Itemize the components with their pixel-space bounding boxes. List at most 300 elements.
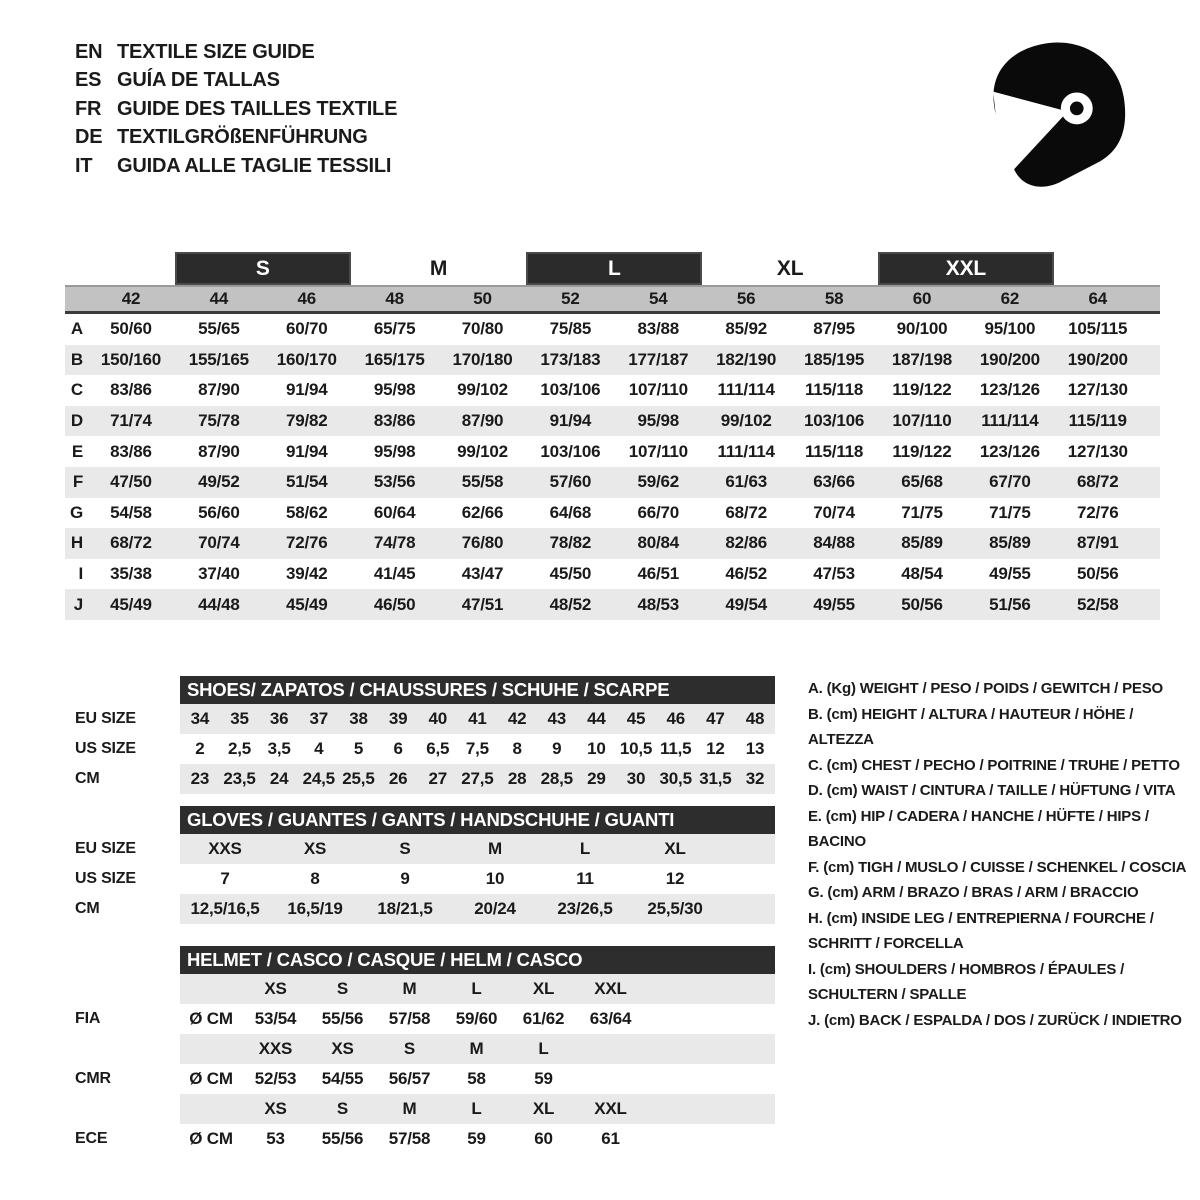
value-cell: 48 [745,709,765,728]
value-cell: 6,5 [426,739,450,758]
value-cell: 61 [601,1129,620,1148]
size-cell: XS [264,979,287,998]
language-row [75,152,397,181]
value-cell: 41 [468,709,487,728]
size-value: 68/72 [1076,472,1119,492]
size-value: 87/90 [461,411,504,431]
language-title-list [75,38,397,181]
value-cell: M [488,839,502,858]
size-value: 95/100 [984,319,1036,339]
size-value: 50/60 [110,319,152,339]
size-group-xxl: XXL [878,252,1054,285]
size-value: 111/114 [717,380,775,400]
section-row [65,704,775,734]
size-value: 51/54 [285,472,328,492]
row-values [180,764,775,794]
value-cell: 5 [353,739,364,758]
size-value: 115/118 [804,441,864,461]
legend-item: D. (cm) WAIST / CINTURA / TAILLE / HÜFTUNG / VITA [808,782,1176,799]
value-cell: 37 [309,709,329,728]
size-value: 177/187 [628,349,689,369]
size-value: 127/130 [1067,380,1128,400]
size-value: 99/102 [457,380,508,400]
row-label: CM [75,900,100,917]
row-values [180,974,775,1004]
size-value: 45/50 [549,564,592,584]
size-value: 64/68 [549,502,592,522]
row-label: EU SIZE [75,710,136,727]
size-number: 64 [1088,289,1107,308]
size-value: 61/63 [725,472,767,492]
value-cell: 40 [428,709,448,728]
size-value: 55/58 [461,472,504,492]
size-value: 75/85 [549,319,592,339]
value-cell: 23,5 [223,769,256,788]
legend-item: I. (cm) SHOULDERS / HOMBROS / ÉPAULES / SCHULTERN / SPALLE [808,960,1125,1003]
size-value: 65/75 [373,319,416,339]
value-cell: 42 [507,709,527,728]
value-cell: 13 [745,739,765,758]
size-value: 45/49 [285,594,328,614]
value-cell: 35 [230,709,249,728]
size-value: 47/51 [461,594,504,614]
size-value: 74/78 [373,533,416,553]
legend-item: A. (Kg) WEIGHT / PESO / POIDS / GEWITCH / PESO [808,680,1163,697]
size-value: 70/74 [813,502,855,522]
size-cell: S [336,1099,349,1118]
size-value: 103/106 [804,411,865,431]
size-value: 103/106 [540,441,601,461]
shoes-section [65,676,775,794]
size-value: 67/70 [989,472,1031,492]
size-value: 75/78 [198,411,240,431]
value-cell: 55/56 [321,1009,364,1028]
value-cell: 23/26,5 [557,899,613,918]
value-cell: 30,5 [659,769,692,788]
size-value: 71/75 [989,502,1031,522]
value-cell: 36 [269,709,289,728]
size-value: 105/115 [1068,319,1128,339]
size-value: 41/45 [373,564,416,584]
row-values [180,834,775,864]
value-cell: 57/58 [388,1009,431,1028]
unit-cell: Ø CM [189,1009,233,1028]
value-cell: 12 [665,869,685,888]
language-title: GUÍA DE TALLAS [117,69,280,92]
value-cell: 32 [745,769,765,788]
size-value: 78/82 [549,533,592,553]
value-cell: 10 [587,739,606,758]
helmet-sizes-row [65,974,775,1004]
size-cell: S [336,979,349,998]
size-value: 72/76 [1076,502,1119,522]
value-cell: 8 [512,739,522,758]
value-cell: 28,5 [540,769,573,788]
size-cell: XS [331,1039,354,1058]
value-cell: 8 [310,869,320,888]
value-cell: 53 [266,1129,285,1148]
value-cell: 6 [393,739,403,758]
language-title: GUIDA ALLE TAGLIE TESSILI [117,154,392,177]
row-label: H [70,533,83,553]
value-cell: 26 [388,769,408,788]
unit-cell: Ø CM [189,1129,233,1148]
size-value: 119/122 [892,441,952,461]
size-value: 87/90 [198,380,240,400]
value-cell: 59/60 [455,1009,498,1028]
size-value: 56/60 [198,502,240,522]
section-row [65,834,775,864]
size-value: 60/70 [285,319,328,339]
row-label: EU SIZE [75,840,136,857]
row-values [180,1064,775,1094]
row-label: CM [75,770,100,787]
apparel-rows [65,314,1160,620]
size-value: 71/74 [110,411,152,431]
size-value: 83/88 [637,319,680,339]
size-value: 185/195 [804,349,865,369]
value-cell: 44 [587,709,606,728]
size-value: 59/62 [637,472,680,492]
value-cell: 31,5 [699,769,732,788]
size-value: 119/122 [892,380,952,400]
size-value: 49/55 [813,594,855,614]
value-cell: 2 [195,739,205,758]
size-value: 111/114 [981,411,1039,431]
size-number: 44 [209,289,229,308]
size-value: 46/51 [637,564,680,584]
size-value: 170/180 [452,349,513,369]
size-value: 91/94 [549,411,592,431]
row-label: US SIZE [75,870,136,887]
size-value: 107/110 [892,411,952,431]
size-cell: S [403,1039,416,1058]
legend-item: C. (cm) CHEST / PECHO / POITRINE / TRUHE / PETTO [808,756,1180,774]
size-group-l: L [526,252,702,285]
value-cell: 34 [190,709,210,728]
row-label [65,1034,180,1064]
row-label: G [69,502,83,522]
value-cell: 7,5 [465,739,489,758]
language-code: ES [75,69,102,92]
value-cell: 60 [534,1129,553,1148]
size-value: 82/86 [725,533,767,553]
shoes-section-title: SHOES/ ZAPATOS / CHAUSSURES / SCHUHE / SCARPE [180,676,775,704]
size-number: 50 [473,289,492,308]
size-value: 51/56 [989,594,1031,614]
value-cell: 25,5 [342,769,375,788]
row-label: CMR [75,1070,111,1087]
size-value: 79/82 [285,411,328,431]
value-cell: XL [664,839,686,858]
size-value: 35/38 [110,564,152,584]
size-value: 47/50 [110,472,152,492]
size-value: 63/66 [813,472,855,492]
size-number: 62 [1000,289,1020,308]
size-value: 83/86 [110,441,152,461]
size-number: 60 [912,289,932,308]
value-cell: 3,5 [267,739,291,758]
size-value: 150/160 [100,349,161,369]
value-cell: 10 [485,869,505,888]
row-label: C [70,380,83,400]
size-number-band [65,285,1160,314]
value-cell: 56/57 [388,1069,431,1088]
legend-item: F. (cm) TIGH / MUSLO / CUISSE / SCHENKEL / COSCIA [808,858,1187,876]
language-row [75,124,397,153]
size-value: 90/100 [896,319,948,339]
row-values [180,734,775,764]
legend-item: H. (cm) INSIDE LEG / ENTREPIERNA / FOURCHE / SCHRITT / FORCELLA [808,909,1154,952]
size-cell: M [469,1039,484,1058]
size-value: 50/56 [1076,564,1119,584]
size-cell: M [402,1099,417,1118]
size-value: 123/126 [979,441,1040,461]
row-label: B [70,349,83,369]
legend-item: G. (cm) ARM / BRAZO / BRAS / ARM / BRACCIO [808,884,1139,901]
value-cell: 28 [507,769,527,788]
size-value: 80/84 [637,533,680,553]
value-cell: 10,5 [619,739,653,758]
apparel-size-table [65,252,1160,620]
row-values [180,1094,775,1124]
value-cell: 58 [467,1069,486,1088]
size-value: 62/66 [461,502,504,522]
value-cell: 54/55 [321,1069,364,1088]
size-value: 45/49 [110,594,152,614]
size-cell: XL [532,1099,555,1118]
value-cell: 20/24 [474,899,516,918]
gloves-section-title: GLOVES / GUANTES / GANTS / HANDSCHUHE / GUANTI [180,806,775,834]
section-row [65,734,775,764]
size-value: 123/126 [979,380,1040,400]
size-value: 68/72 [110,533,152,553]
value-cell: S [399,839,411,858]
value-cell: L [579,839,591,858]
row-values [180,704,775,734]
apparel-row [65,436,1160,467]
size-value: 43/47 [461,564,504,584]
size-value: 107/110 [628,441,688,461]
size-value: 52/58 [1076,594,1119,614]
value-cell: 4 [314,739,324,758]
size-cell: XXL [594,1099,627,1118]
apparel-row [65,528,1160,559]
row-label [65,974,180,1004]
value-cell: 9 [552,739,562,758]
value-cell: 30 [626,769,646,788]
apparel-row [65,345,1160,376]
section-row [65,764,775,794]
size-value: 155/165 [188,349,249,369]
size-cell: XXS [258,1039,293,1058]
size-value: 71/75 [901,502,943,522]
row-label: D [70,411,83,431]
value-cell: 12,5/16,5 [190,899,260,918]
size-value: 49/54 [725,594,767,614]
value-cell: 38 [349,709,368,728]
value-cell: XXS [208,839,242,858]
row-label: US SIZE [75,740,136,757]
value-cell: 24,5 [302,769,335,788]
size-number: 54 [649,289,668,308]
language-title: TEXTILGRÖßENFÜHRUNG [117,126,368,149]
apparel-row [65,498,1160,529]
size-value: 190/200 [979,349,1040,369]
size-value: 160/170 [276,349,337,369]
value-cell: 55/56 [321,1129,364,1148]
size-value: 187/198 [891,349,952,369]
row-label: A [70,319,83,339]
size-cell: L [471,979,482,998]
size-value: 58/62 [285,502,328,522]
size-value: 107/110 [628,380,688,400]
size-value: 83/86 [110,380,152,400]
size-value: 49/55 [989,564,1031,584]
row-values [180,1034,775,1064]
size-value: 99/102 [457,441,508,461]
size-cell: L [471,1099,482,1118]
value-cell: 61/62 [522,1009,565,1028]
size-number: 46 [297,289,316,308]
value-cell: 46 [666,709,685,728]
value-cell: 59 [467,1129,486,1148]
helmet-sizes-row [65,1094,775,1124]
size-value: 54/58 [110,502,152,522]
helmet-section-title: HELMET / CASCO / CASQUE / HELM / CASCO [180,946,775,974]
value-cell: 18/21,5 [377,899,433,918]
size-value: 85/89 [989,533,1031,553]
value-cell: 7 [220,869,230,888]
value-cell: 23 [190,769,210,788]
language-row [75,95,397,124]
value-cell: 47 [706,709,725,728]
apparel-row [65,559,1160,590]
measurement-legend [808,676,1192,1033]
size-value: 111/114 [717,441,775,461]
size-value: 115/119 [1068,411,1127,431]
legend-item: E. (cm) HIP / CADERA / HANCHE / HÜFTE / HIPS / BACINO [808,807,1149,850]
size-group-xl: XL [776,256,804,280]
apparel-row [65,467,1160,498]
helmet-value-row [65,1124,775,1154]
size-number: 52 [561,289,580,308]
size-value: 37/40 [198,564,240,584]
size-group-header [65,252,1160,285]
size-value: 95/98 [373,441,416,461]
size-value: 68/72 [725,502,767,522]
language-code: DE [75,126,103,149]
value-cell: 11 [576,869,594,888]
row-values [180,1004,775,1034]
size-value: 66/70 [637,502,680,522]
size-value: 190/200 [1067,349,1128,369]
racing-helmet-icon [973,40,1141,192]
size-value: 48/53 [637,594,680,614]
size-value: 44/48 [198,594,240,614]
size-number: 42 [121,289,141,308]
row-label: E [71,441,83,461]
language-title: TEXTILE SIZE GUIDE [117,40,315,63]
shoes-table [65,704,775,794]
size-value: 85/89 [901,533,943,553]
size-value: 70/80 [461,319,504,339]
size-number: 58 [824,289,844,308]
size-value: 49/52 [198,472,240,492]
size-value: 76/80 [461,533,504,553]
value-cell: 16,5/19 [287,899,343,918]
size-value: 70/74 [198,533,240,553]
size-group-m: M [429,256,448,280]
size-value: 55/65 [198,319,240,339]
value-cell: 39 [388,709,408,728]
apparel-row [65,589,1160,620]
apparel-row [65,375,1160,406]
size-value: 48/52 [549,594,592,614]
size-value: 65/68 [901,472,943,492]
size-value: 95/98 [637,411,680,431]
value-cell: 63/64 [589,1009,632,1028]
row-label [65,1094,180,1124]
size-cell: L [538,1039,549,1058]
value-cell: 29 [587,769,606,788]
value-cell: 45 [626,709,646,728]
row-values [180,894,775,924]
size-value: 165/175 [364,349,425,369]
value-cell: 27,5 [461,769,494,788]
value-cell: 53/54 [254,1009,297,1028]
helmet-section [65,946,775,1154]
size-value: 182/190 [716,349,777,369]
row-label: F [72,472,83,492]
gloves-table [65,834,775,924]
gloves-section [65,806,775,924]
size-value: 47/53 [813,564,855,584]
size-value: 103/106 [540,380,601,400]
language-code: EN [75,40,103,63]
value-cell: XS [303,839,327,858]
value-cell: 59 [534,1069,553,1088]
size-value: 72/76 [285,533,328,553]
row-label: J [73,594,83,614]
size-value: 85/92 [725,319,767,339]
size-value: 46/52 [725,564,767,584]
size-value: 127/130 [1067,441,1128,461]
legend-item: J. (cm) BACK / ESPALDA / DOS / ZURÜCK / INDIETRO [808,1011,1182,1029]
size-cell: XXL [594,979,627,998]
size-value: 60/64 [373,502,416,522]
row-values [180,864,775,894]
size-value: 91/94 [285,441,328,461]
size-value: 46/50 [373,594,416,614]
value-cell: 9 [400,869,410,888]
helmet-table [65,974,775,1154]
size-group-s: S [175,252,351,285]
size-value: 53/56 [373,472,416,492]
size-value: 115/118 [804,380,864,400]
value-cell: 43 [547,709,566,728]
size-value: 84/88 [813,533,855,553]
value-cell: 2,5 [227,739,251,758]
size-cell: XS [264,1099,287,1118]
row-label: I [78,564,83,584]
size-value: 95/98 [373,380,416,400]
size-value: 50/56 [901,594,943,614]
size-value: 91/94 [285,380,328,400]
helmet-value-row [65,1064,775,1094]
value-cell: 52/53 [254,1069,297,1088]
size-value: 99/102 [720,411,772,431]
